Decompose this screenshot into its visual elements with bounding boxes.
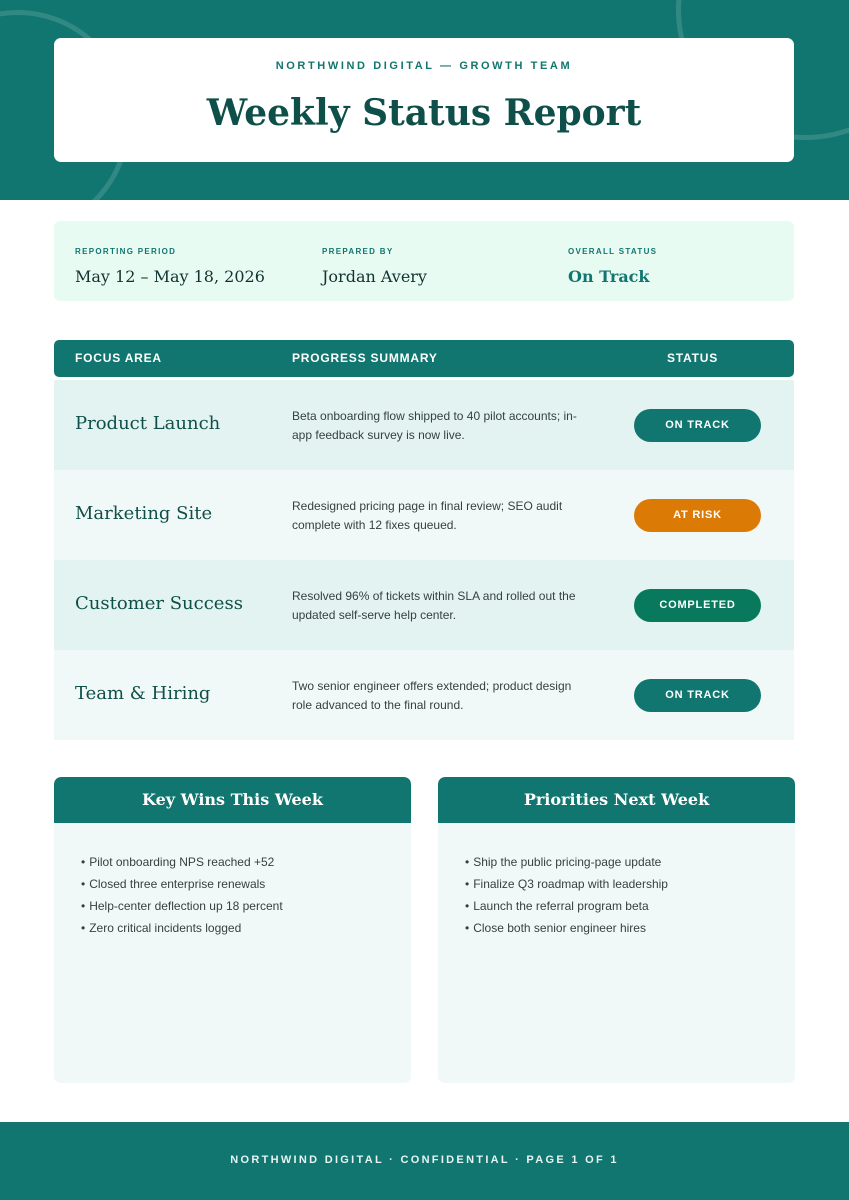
focus-area-name: Marketing Site	[75, 503, 213, 524]
footer	[0, 1122, 849, 1200]
progress-summary: Resolved 96% of tickets within SLA and rolled out the updated self-serve help center.	[292, 589, 576, 622]
reporting-period-value: May 12 – May 18, 2026	[75, 267, 265, 286]
status-badge: ON TRACK	[634, 409, 761, 442]
progress-summary: Beta onboarding flow shipped to 40 pilot accounts; in-app feedback survey is now live.	[292, 409, 577, 442]
table-row	[54, 560, 794, 650]
status-table-header	[54, 340, 794, 377]
reporting-period	[75, 247, 265, 286]
key-wins-panel	[54, 777, 411, 1083]
list-item: • Help-center deflection up 18 percent	[81, 895, 411, 917]
page-title: Weekly Status Report	[206, 92, 642, 134]
report-meta	[54, 221, 794, 301]
overall-status	[568, 247, 657, 286]
focus-area-name: Team & Hiring	[75, 683, 211, 704]
overall-status-label: OVERALL STATUS	[568, 247, 658, 256]
list-item: • Ship the public pricing-page update	[465, 851, 795, 873]
key-wins-title: Key Wins This Week	[54, 777, 411, 823]
table-row	[54, 470, 794, 560]
footer-text: NORTHWIND DIGITAL · CONFIDENTIAL · PAGE 1 OF 1	[230, 1154, 619, 1166]
priorities-list	[438, 823, 795, 939]
list-item: • Launch the referral program beta	[465, 895, 795, 917]
status-badge: ON TRACK	[634, 679, 761, 712]
org-line: NORTHWIND DIGITAL — GROWTH TEAM	[275, 60, 573, 72]
list-item: • Finalize Q3 roadmap with leadership	[465, 873, 795, 895]
prepared-by-label: PREPARED BY	[322, 247, 394, 256]
prepared-by-value: Jordan Avery	[322, 267, 427, 286]
column-header-status: STATUS	[667, 351, 719, 365]
priorities-title: Priorities Next Week	[438, 777, 795, 823]
table-row	[54, 650, 794, 740]
status-badge: AT RISK	[634, 499, 761, 532]
priorities-panel	[438, 777, 795, 1083]
prepared-by	[322, 247, 427, 286]
column-header-focus-area: FOCUS AREA	[75, 351, 162, 365]
overall-status-value: On Track	[568, 267, 650, 286]
progress-summary: Two senior engineer offers extended; product design role advanced to the final round.	[292, 679, 572, 712]
table-row	[54, 380, 794, 470]
focus-area-name: Product Launch	[75, 413, 221, 434]
list-item: • Closed three enterprise renewals	[81, 873, 411, 895]
reporting-period-label: REPORTING PERIOD	[75, 247, 177, 256]
status-badge: COMPLETED	[634, 589, 761, 622]
title-card	[54, 38, 794, 162]
focus-area-name: Customer Success	[75, 593, 243, 614]
list-item: • Zero critical incidents logged	[81, 917, 411, 939]
progress-summary: Redesigned pricing page in final review; SEO audit complete with 12 fixes queued.	[292, 499, 563, 532]
list-item: • Close both senior engineer hires	[465, 917, 795, 939]
column-header-progress-summary: PROGRESS SUMMARY	[292, 351, 438, 365]
key-wins-list	[54, 823, 411, 939]
list-item: • Pilot onboarding NPS reached +52	[81, 851, 411, 873]
